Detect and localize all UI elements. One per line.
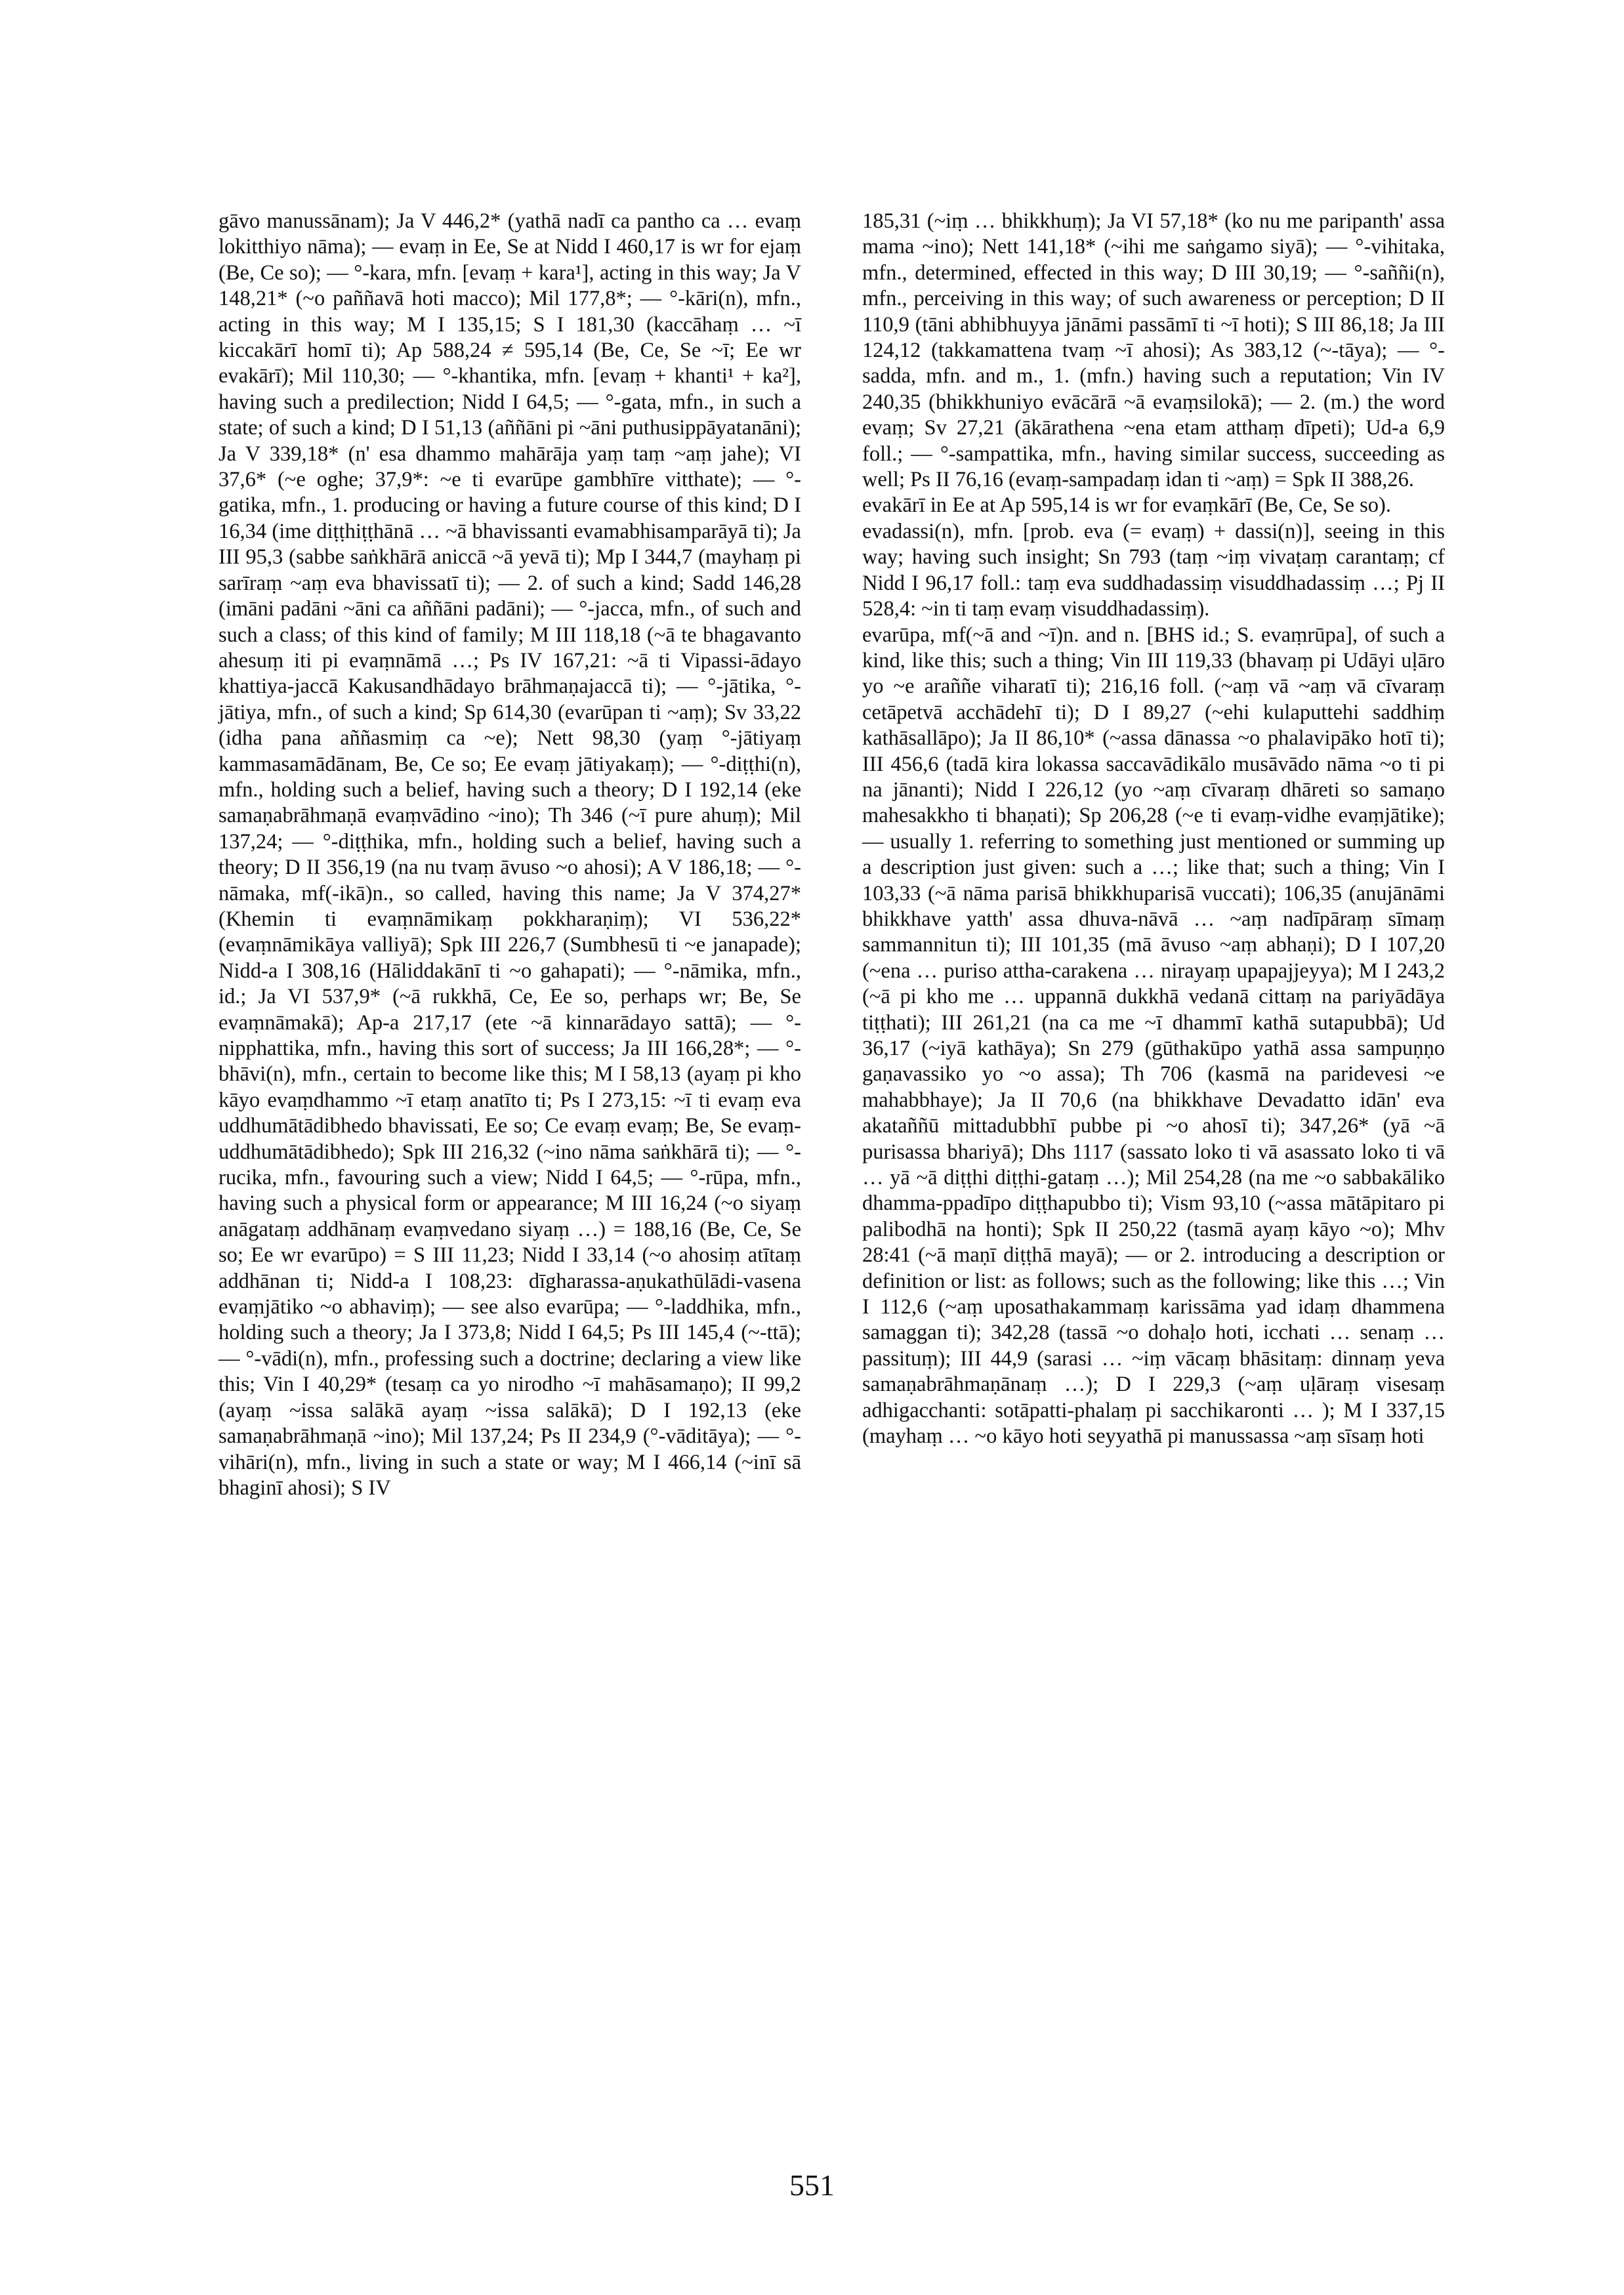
- entry-evarupa: evarūpa, mf(~ā and ~ī)n. and n. [BHS id.; S. evaṃrūpa], of such a kind, like this; such a thing; Vin III 119,33 (bhavaṃ pi Udāyi uḷāro yo ~e araññe viharatī ti); 216,16 foll. (~aṃ vā ~aṃ vā cīvaraṃ cetāpetvā acchādehī ti); D I 89,27 (~ehi kulaputtehi saddhiṃ kathāsallāpo); Ja II 86,10* (~assa dānassa ~o phalavipāko hotī ti); III 456,6 (tadā kira lokassa saccavādikālo musāvādo nāma ~o ti pi na jānanti); Nidd I 226,12 (yo ~aṃ cīvaraṃ dhāreti so samaṇo mahesakkho ti bhaṇati); Sp 206,28 (~e ti evaṃ-vidhe evaṃjātike); — usually 1. referring to something just mentioned or summing up a description just given: such a …; like that; such a thing; Vin I 103,33 (~ā nāma parisā bhikkhuparisā vuccati); 106,35 (anujānāmi bhikkhave yatth' assa dhuva-nāvā … ~aṃ nadīpāraṃ sīmaṃ sammannitun ti); III 101,35 (mā āvuso ~aṃ abhaṇi); D I 107,20 (~ena … puriso attha-carakena … nirayaṃ upapajjeyya); M I 243,2 (~ā pi kho me … uppannā dukkhā vedanā cittaṃ na pariyādāya tiṭṭhati); III 261,21 (na ca me ~ī dhammī kathā sutapubbā); Ud 36,17 (~iyā kathāya); Sn 279 (gūthakūpo yathā assa sampuṇṇo gaṇavassiko yo ~o assa); Th 706 (kasmā na paridevesi ~e mahabbhaye); Ja II 70,6 (na bhikkhave Devadatto idān' eva akataññū mittadubbhī pubbe pi ~o ahosī ti); 347,26* (yā ~ā purisassa bhariyā); Dhs 1117 (sassato loko ti vā asassato loko ti vā … yā ~ā diṭṭhi diṭṭhi-gataṃ …); Mil 254,28 (na me ~o sabbakāliko dhamma-ppadīpo diṭṭhapubbo ti); Vism 93,10 (~assa mātāpitaro pi palibodhā na honti); Spk II 250,22 (tasmā ayaṃ kāyo ~o); Mhv 28:41 (~ā maṇī diṭṭhā mayā); — or 2. introducing a description or definition or list: as follows; such as the following; like this …; Vin I 112,6 (~aṃ uposathakammaṃ karissāma yad idaṃ dhammena samaggan ti); 342,28 (tassā ~o dohaḷo hoti, icchati … senaṃ … passituṃ); III 44,9 (sarasi … ~iṃ vācaṃ bhāsitaṃ: dinnaṃ yeva samaṇabrāhmaṇānaṃ …); D I 229,3 (~aṃ uḷāraṃ visesaṃ adhigacchanti: sotāpatti-phalaṃ pi sacchikaronti … ); M I 337,15 (mayhaṃ … ~o kāyo hoti seyyathā pi manussassa ~aṃ sīsaṃ hoti: [862, 623, 1445, 1449]
- left-column: [219, 209, 801, 1501]
- entry-evakari: evakārī in Ee at Ap 595,14 is wr for evaṃkārī (Be, Ce, Se so).: [862, 493, 1391, 518]
- left-column-text: gāvo manussānam); Ja V 446,2* (yathā nadī ca pantho ca … evaṃ lokitthiyo nāma); — evaṃ in Ee, Se at Nidd I 460,17 is wr for ejaṃ (Be, Ce so); — °-kara, mfn. [evaṃ + kara¹], acting in this way; Ja V 148,21* (~o paññavā hoti macco); Mil 177,8*; — °-kāri(n), mfn., acting in this way; M I 135,15; S I 181,30 (kaccāhaṃ … ~ī kiccakārī homī ti); Ap 588,24 ≠ 595,14 (Be, Ce, Se ~ī; Ee wr evakārī); Mil 110,30; — °-khantika, mfn. [evaṃ + khanti¹ + ka²], having such a predilection; Nidd I 64,5; — °-gata, mfn., in such a state; of such a kind; D I 51,13 (aññāni pi ~āni puthusippāyatanāni); Ja V 339,18* (n' esa dhammo mahārāja yaṃ taṃ ~aṃ jahe); VI 37,6* (~e oghe; 37,9*: ~e ti evarūpe gambhīre vitthate); — °-gatika, mfn., 1. producing or having a future course of this kind; D I 16,34 (ime diṭṭhiṭṭhānā … ~ā bhavissanti evamabhisamparāyā ti); Ja III 95,3 (sabbe saṅkhārā aniccā ~ā yevā ti); Mp I 344,7 (mayhaṃ pi sarīraṃ ~aṃ eva bhavissatī ti); — 2. of such a kind; Sadd 146,28 (imāni padāni ~āni ca aññāni padāni); — °-jacca, mfn., of such and such a class; of this kind of family; M III 118,18 (~ā te bhagavanto ahesuṃ iti pi evaṃnāmā …; Ps IV 167,21: ~ā ti Vipassi-ādayo khattiya-jaccā Kakusandhādayo brāhmaṇajaccā ti); — °-jātika, °-jātiya, mfn., of such a kind; Sp 614,30 (evarūpan ti ~aṃ); Sv 33,22 (idha pana aññasmiṃ ca ~e); Nett 98,30 (yaṃ °-jātiyaṃ kammasamādānam, Be, Ce so; Ee evaṃ jātiyakaṃ); — °-diṭṭhi(n), mfn., holding such a belief, having such a theory; D I 192,14 (eke samaṇabrāhmaṇā evaṃvādino ~ino); Th 346 (~ī pure ahuṃ); Mil 137,24; — °-diṭṭhika, mfn., holding such a belief, having such a theory; D II 356,19 (na nu tvaṃ āvuso ~o ahosi); A V 186,18; — °-nāmaka, mf(-ikā)n., so called, having this name; Ja V 374,27* (Khemin ti evaṃnāmikaṃ pokkharaṇiṃ); VI 536,22* (evaṃnāmikāya valliyā); Spk III 226,7 (Sumbhesū ti ~e janapade); Nidd-a I 308,16 (Hāliddakānī ti ~o gahapati); — °-nāmika, mfn., id.; Ja VI 537,9* (~ā rukkhā, Ce, Ee so, perhaps wr; Be, Se evaṃnāmakā); Ap-a 217,17 (ete ~ā kinnarādayo sattā); — °-nipphattika, mfn., having this sort of success; Ja III 166,28*; — °-bhāvi(n), mfn., certain to become like this; M I 58,13 (ayaṃ pi kho kāyo evaṃdhammo ~ī etaṃ anatīto ti; Ps I 273,15: ~ī ti evaṃ eva uddhumātādibhedo bhavissati, Ee so; Ce evaṃ evaṃ; Be, Se evaṃ-uddhumātādibhedo); Spk III 216,32 (~ino nāma saṅkhārā ti); — °-rucika, mfn., favouring such a view; Nidd I 64,5; — °-rūpa, mfn., having such a physical form or appearance; M III 16,24 (~o siyaṃ anāgataṃ addhānaṃ evaṃvedano siyaṃ …) = 188,16 (Be, Ce, Se so; Ee wr evarūpo) = S III 11,23; Nidd I 33,14 (~o ahosiṃ atītaṃ addhānan ti; Nidd-a I 108,23: dīgharassa-aṇukathūlādi-vasena evaṃjātiko ~o abhaviṃ); — see also evarūpa; — °-laddhika, mfn., holding such a theory; Ja I 373,8; Nidd I 64,5; Ps III 145,4 (~-ttā); — °-vādi(n), mfn., professing such a doctrine; declaring a view like this; Vin I 40,29* (tesaṃ ca yo nirodho ~ī mahāsamaṇo); II 99,2 (ayaṃ ~issa salākā ayaṃ ~issa salākā); D I 192,13 (eke samaṇabrāhmaṇā ~ino); Mil 137,24; Ps II 234,9 (°-vāditāya); — °-vihāri(n), mfn., living in such a state or way; M I 466,14 (~inī sā bhaginī ahosi); S IV: [219, 209, 801, 1500]
- right-column: [862, 209, 1445, 1450]
- page-number: 551: [789, 2168, 835, 2202]
- entry-continuation: 185,31 (~iṃ … bhikkhuṃ); Ja VI 57,18* (ko nu me paripanth' assa mama ~ino); Nett 141,18* (~ihi me saṅgamo siyā); — °-vihitaka, mfn., determined, effected in this way; D III 30,19; — °-saññi(n), mfn., perceiving in this way; of such awareness or perception; D II 110,9 (tāni abhibhuyya jānāmi passāmī ti ~ī hoti); S III 86,18; Ja III 124,12 (takkamattena tvaṃ ~ī ahosi); As 383,12 (~-tāya); — °-sadda, mfn. and m., 1. (mfn.) having such a reputation; Vin IV 240,35 (bhikkhuniyo evācārā ~ā evaṃsilokā); — 2. (m.) the word evaṃ; Sv 27,21 (ākārathena ~ena etam atthaṃ dīpeti); Ud-a 6,9 foll.; — °-sampattika, mfn., having similar success, succeeding as well; Ps II 76,16 (evaṃ-sampadaṃ idan ti ~aṃ) = Spk II 388,26.: [862, 209, 1445, 492]
- entry-evadassin: evadassi(n), mfn. [prob. eva (= evaṃ) + dassi(n)], seeing in this way; having such insight; Sn 793 (taṃ ~iṃ vivaṭaṃ carantaṃ; cf Nidd I 96,17 foll.: taṃ eva suddhadassiṃ visuddhadassiṃ …; Pj II 528,4: ~in ti taṃ evaṃ visuddhadassiṃ).: [862, 519, 1445, 621]
